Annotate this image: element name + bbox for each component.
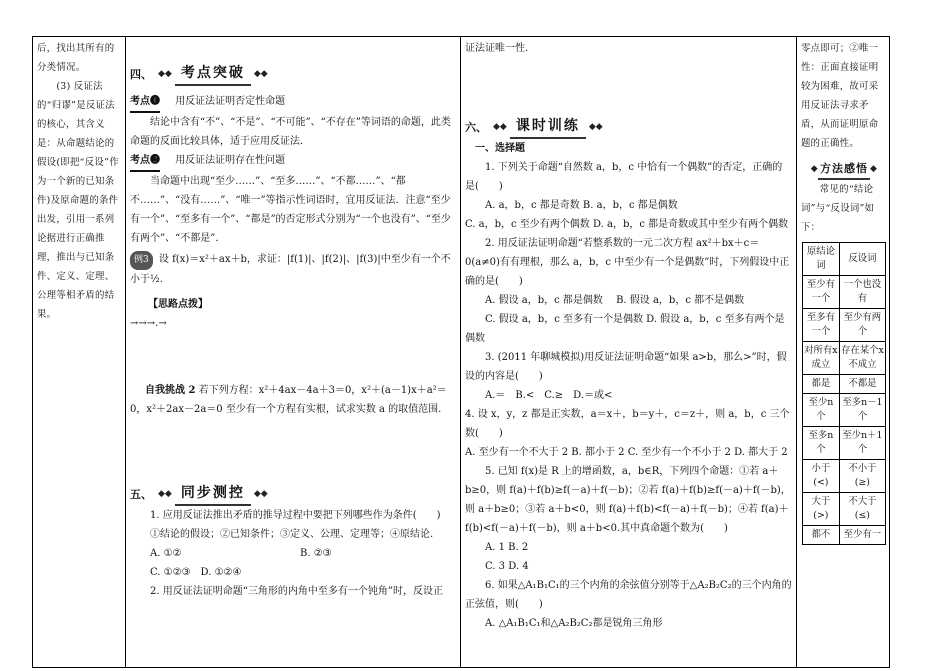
method-intro: 常见的“结论词”与“反设词”如下：	[801, 184, 875, 233]
part-1-heading: 一、选择题	[475, 143, 525, 154]
q6-option-a: A. △A₁B₁C₁和△A₂B₂C₂都是锐角三角形	[485, 618, 663, 629]
section-number: 五、	[130, 488, 152, 501]
q2: 2. 用反证法证明命题“三角形的内角中至多有一个钝角”时，反设正	[150, 586, 443, 597]
table-cell: 存在某个x不成立	[839, 342, 885, 375]
section-number: 六、	[465, 121, 487, 134]
table-header-row	[803, 243, 886, 276]
kaodian-tag: 考点❷	[130, 151, 160, 172]
q1: 1. 应用反证法推出矛盾的推导过程中要把下列哪些作为条件( )	[150, 510, 441, 521]
table-row	[803, 309, 886, 342]
table-cell: 至少n＋1个	[839, 427, 885, 460]
example-text: 设 f(x)＝x²＋ax＋b，求证：|f(1)|、|f(2)|、|f(3)|中至少有一个不小于½.	[130, 254, 451, 285]
table-cell: 不小于(≥)	[839, 460, 885, 493]
table-cell: 不都是	[839, 375, 885, 394]
table-cell: 大于(>)	[803, 493, 840, 526]
kaodian-2	[130, 151, 456, 172]
section-6-header	[465, 116, 792, 139]
kaodian-title: 用反证法证明存在性问题	[175, 155, 286, 166]
diamond-icon: ◆	[810, 164, 818, 174]
table-cell: 不大于(≤)	[839, 493, 885, 526]
q5-options-ab: A. 1 B. 2	[485, 542, 529, 553]
kaodian-tag: 考点❶	[130, 92, 160, 113]
table-row	[803, 394, 886, 427]
q4: 4. 设 x，y，z 都是正实数，a＝x＋，b＝y＋，c＝z＋，则 a，b，c 三个数( )	[465, 409, 790, 439]
example-3	[130, 250, 456, 289]
table-cell: 对所有x成立	[803, 342, 840, 375]
q2: 2. 用反证法证明命题“若整系数的一元二次方程 ax²＋bx＋c＝0(a≠0)有有理根，那么 a，b，c 中至少有一个是偶数”时，下列假设中正确的是( )	[465, 238, 790, 287]
example-badge: 例3	[130, 251, 153, 270]
kaodian-title: 用反证法证明否定性命题	[175, 96, 286, 107]
continued-text: 证法证唯一性.	[465, 43, 529, 54]
section-4-header	[130, 63, 456, 86]
q2-options-ab: A. 假设 a，b，c 都是偶数 B. 假设 a，b，c 都不是偶数	[485, 295, 745, 306]
q3: 3. (2011 年聊城模拟)用反证法证明命题“如果 a>b，那么>”时，假设的内容是( )	[465, 352, 787, 382]
table-cell: 至多n－1个	[839, 394, 885, 427]
section-title: 考点突破	[175, 63, 251, 86]
diamond-icon: ◆◆	[253, 69, 268, 79]
challenge-2	[130, 381, 456, 419]
notes-text: 后，找出其所有的分类情况。 (3) 反证法的“归谬”是反证法的核心，其含义是：从命题结论的假设(即把“反设”作为一个新的已知条件)及原命题的条件出发，引用一系列论据进行正确推理，推出与已知条件、定义、定理、公理等相矛盾的结果。	[37, 43, 119, 320]
table-cell: 一个也没有	[839, 276, 885, 309]
section-title: 同步测控	[175, 483, 251, 506]
method-top-text: 零点即可；②唯一性：正面直接证明较为困难，故可采用反证法寻求矛盾，从而证明原命题的正确性。	[801, 43, 879, 149]
conclusion-table	[802, 242, 886, 545]
table-row	[803, 460, 886, 493]
notes-column	[33, 37, 126, 667]
section-banner	[493, 116, 603, 139]
diamond-icon: ◆◆	[493, 122, 507, 132]
section-banner	[158, 483, 268, 506]
silu-label: 【思路点拨】	[148, 299, 208, 310]
q1-options	[130, 544, 456, 563]
section-title: 课时训练	[510, 116, 586, 139]
table-cell: 至少n个	[803, 394, 840, 427]
q1-options-ab: A. a，b，c 都是奇数 B. a，b，c 都是偶数	[485, 200, 678, 211]
section-number: 四、	[130, 68, 152, 81]
option-a: A. ①②	[150, 548, 182, 559]
table-cell: 至少有两个	[839, 309, 885, 342]
table-row	[803, 526, 886, 545]
method-column	[797, 37, 891, 667]
kaodian-2-body: 当命题中出现“至少……”、“至多……”、“不都……”、“都不……”、“没有……”、“唯一”等指示性词语时，宜用反证法．注意“至少有一个”、“至多有一个”、“都是”的否定形式分别为“一个也没有”、“至少有两个”、“不都是”．	[130, 176, 451, 244]
q1-options-cd: C. ①②③ D. ①②④	[150, 567, 242, 578]
table-cell: 都是	[803, 375, 840, 394]
table-row	[803, 493, 886, 526]
table-cell: 至多有一个	[803, 309, 840, 342]
q6: 6. 如果△A₁B₁C₁的三个内角的余弦值分别等于△A₂B₂C₂的三个内角的正弦值，则( )	[465, 580, 792, 610]
q5: 5. 已知 f(x)是 R 上的增函数，a，b∈R，下列四个命题：①若 a＋b≥0，则 f(a)＋f(b)≥f(－a)＋f(－b)；②若 f(a)＋f(b)≥f(－a)＋f(－b)，则 a＋b≥0；③若 a＋b<0，则 f(a)＋f(b)<f(－a)＋f(－b)；④若 f(a)＋f(b)<f(－a)＋f(－b)，则 a＋b<0.其中真命题个数为( )	[465, 466, 791, 534]
table-header-cell: 反设词	[839, 243, 885, 276]
q2-options-cd: C. 假设 a，b，c 至多有一个是偶数 D. 假设 a，b，c 至多有两个是偶数	[465, 314, 785, 344]
table-cell: 至少有一	[839, 526, 885, 545]
q5-options-cd: C. 3 D. 4	[485, 561, 529, 572]
q1: 1. 下列关于命题“自然数 a，b，c 中恰有一个偶数”的否定，正确的是( )	[465, 162, 783, 192]
q3-options: A.＝ B.< C.≥ D.＝或<	[485, 390, 613, 401]
section-5-header	[130, 483, 456, 506]
table-header-cell: 原结论词	[803, 243, 840, 276]
table-row	[803, 375, 886, 394]
section-banner	[158, 63, 268, 86]
diamond-icon: ◆◆	[588, 122, 603, 132]
diamond-icon: ◆◆	[158, 69, 172, 79]
table-cell: 小于(<)	[803, 460, 840, 493]
kaodian-1-body: 结论中含有“不”、“不是”、“不可能”、“不存在”等词语的命题，此类命题的反面比较具体，适于应用反证法．	[130, 117, 451, 147]
q1-options-cd: C. a，b，c 至少有两个偶数 D. a，b，c 都是奇数或其中至少有两个偶数	[465, 219, 789, 230]
q1-items: ①结论的假设；②已知条件；③定义、公理、定理等；④原结论.	[150, 529, 434, 540]
challenge-text: 若下列方程：x²＋4ax－4a＋3＝0，x²＋(a－1)x＋a²＝0，x²＋2ax－2a＝0 至少有一个方程有实根，试求实数 a 的取值范围.	[130, 385, 447, 415]
worksheet-page	[32, 36, 890, 668]
table-cell: 都不	[803, 526, 840, 545]
table-row	[803, 427, 886, 460]
main-column-right	[461, 37, 797, 667]
option-b: B. ②③	[300, 548, 332, 559]
method-title: 方法感悟	[818, 159, 870, 180]
diamond-icon: ◆	[870, 164, 878, 174]
diamond-icon: ◆◆	[158, 489, 172, 499]
challenge-label: 自我挑战 2	[145, 385, 196, 396]
kaodian-1	[130, 92, 456, 113]
table-cell: 至少有一个	[803, 276, 840, 309]
method-header	[801, 159, 887, 180]
q4-options: A. 至少有一个不大于 2 B. 都小于 2 C. 至少有一个不小于 2 D. 都大于 2	[465, 447, 788, 458]
table-cell: 至多n个	[803, 427, 840, 460]
table-row	[803, 342, 886, 375]
silu-arrows: →→→.→	[130, 318, 167, 329]
table-row	[803, 276, 886, 309]
diamond-icon: ◆◆	[253, 489, 268, 499]
main-column-left	[126, 37, 461, 667]
